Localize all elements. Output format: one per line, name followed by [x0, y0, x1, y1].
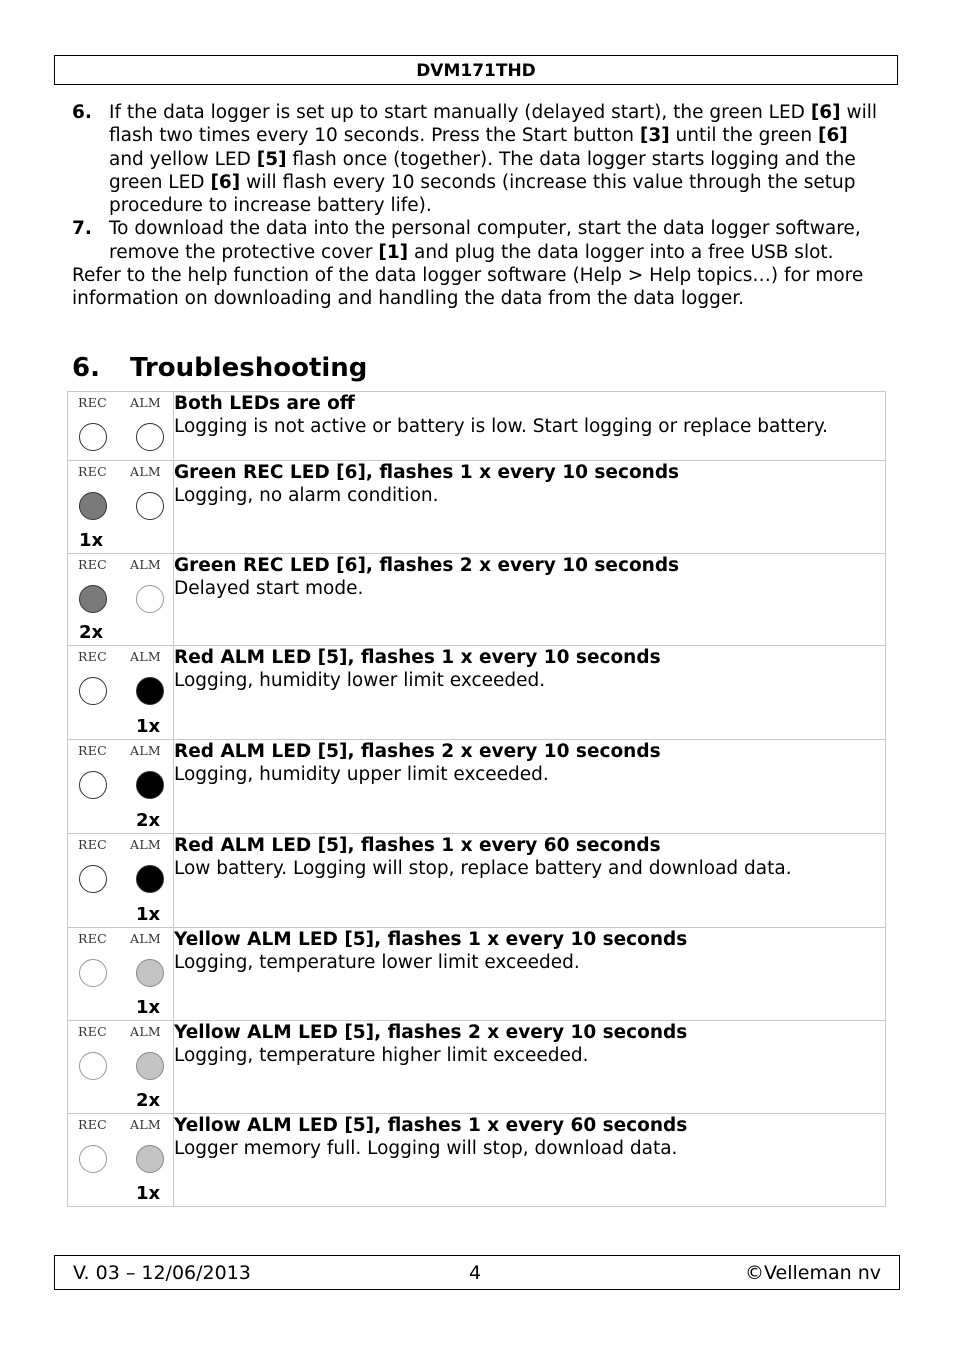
description-cell [174, 834, 886, 928]
table-row [68, 392, 886, 461]
step-6 [72, 101, 887, 217]
description-cell [174, 740, 886, 834]
description-cell [174, 461, 886, 554]
troubleshooting-table [67, 391, 886, 1207]
instruction-steps [72, 101, 887, 311]
condition-text: Logging, humidity lower limit exceeded. [174, 670, 546, 692]
alm-label: ALM [130, 464, 162, 479]
led-indicator-cell [68, 461, 174, 554]
condition-title: Red ALM LED [5], flashes 1 x every 10 seconds [174, 647, 661, 668]
step-number: 6. [72, 102, 92, 123]
alm-flash-count: 1x [136, 716, 161, 737]
led-indicator-cell [68, 392, 174, 461]
rec-label: REC [78, 743, 108, 758]
condition-text: Logging, no alarm condition. [174, 485, 439, 507]
condition-title: Yellow ALM LED [5], flashes 1 x every 60 seconds [174, 1115, 688, 1136]
section-title: Troubleshooting [130, 353, 368, 383]
alm-label: ALM [130, 837, 162, 852]
led-indicator-cell [68, 740, 174, 834]
alm-led-icon [136, 771, 164, 799]
rec-label: REC [78, 1024, 108, 1039]
led-indicator-cell [68, 928, 174, 1021]
condition-text: Logging, humidity upper limit exceeded. [174, 764, 549, 786]
alm-led-icon [136, 677, 164, 705]
rec-led-icon [79, 585, 107, 613]
document-footer [54, 1255, 900, 1290]
model-title: DVM171THD [416, 61, 536, 81]
rec-led-icon [79, 771, 107, 799]
rec-led-icon [79, 865, 107, 893]
table-row [68, 1114, 886, 1207]
condition-text: Logger memory full. Logging will stop, download data. [174, 1138, 678, 1160]
document-header [54, 55, 898, 85]
rec-led-icon [79, 1052, 107, 1080]
alm-flash-count: 2x [136, 810, 161, 831]
alm-flash-count: 2x [136, 1090, 161, 1111]
alm-flash-count: 1x [136, 997, 161, 1018]
alm-flash-count: 1x [136, 904, 161, 925]
table-row [68, 740, 886, 834]
description-cell [174, 928, 886, 1021]
led-indicator-cell [68, 1114, 174, 1207]
led-indicator-cell [68, 1021, 174, 1114]
alm-led-icon [136, 865, 164, 893]
rec-label: REC [78, 464, 108, 479]
description-cell [174, 646, 886, 740]
alm-led-icon [136, 1052, 164, 1080]
condition-title: Green REC LED [6], flashes 1 x every 10 seconds [174, 462, 680, 483]
table-row [68, 461, 886, 554]
condition-title: Yellow ALM LED [5], flashes 1 x every 10 seconds [174, 929, 688, 950]
alm-led-icon [136, 959, 164, 987]
condition-text: Delayed start mode. [174, 578, 364, 600]
description-cell [174, 1114, 886, 1207]
alm-led-icon [136, 1145, 164, 1173]
step-7 [72, 217, 887, 264]
led-indicator-cell [68, 554, 174, 646]
rec-led-icon [79, 492, 107, 520]
condition-title: Yellow ALM LED [5], flashes 2 x every 10 seconds [174, 1022, 688, 1043]
rec-led-icon [79, 423, 107, 451]
section-heading [72, 350, 367, 386]
condition-title: Green REC LED [6], flashes 2 x every 10 seconds [174, 555, 680, 576]
rec-led-icon [79, 677, 107, 705]
version-date: V. 03 – 12/06/2013 [73, 1262, 251, 1284]
alm-label: ALM [130, 1117, 162, 1132]
description-cell [174, 554, 886, 646]
condition-text: Low battery. Logging will stop, replace battery and download data. [174, 858, 792, 880]
alm-led-icon [136, 423, 164, 451]
table-row [68, 1021, 886, 1114]
table-row [68, 834, 886, 928]
page-number: 4 [469, 1262, 482, 1284]
rec-label: REC [78, 557, 108, 572]
condition-title: Red ALM LED [5], flashes 1 x every 60 seconds [174, 835, 661, 856]
help-note: Refer to the help function of the data logger software (Help > Help topics…) for more information on downloading and handling the data from the data logger. [72, 265, 864, 310]
alm-led-icon [136, 492, 164, 520]
condition-title: Both LEDs are off [174, 393, 355, 414]
alm-label: ALM [130, 743, 162, 758]
step-number: 7. [72, 218, 92, 240]
led-indicator-cell [68, 834, 174, 928]
led-indicator-cell [68, 646, 174, 740]
description-cell [174, 392, 886, 461]
condition-text: Logging is not active or battery is low. Start logging or replace battery. [174, 416, 829, 438]
table-row [68, 554, 886, 646]
step-text: To download the data into the personal computer, start the data logger software, remove the protective cover [1] and plug the data logger into a free USB slot. [109, 218, 861, 263]
rec-label: REC [78, 931, 108, 946]
rec-flash-count: 1x [79, 530, 104, 551]
rec-label: REC [78, 649, 108, 664]
rec-led-icon [79, 1145, 107, 1173]
alm-label: ALM [130, 1024, 162, 1039]
condition-text: Logging, temperature higher limit exceeded. [174, 1045, 589, 1067]
rec-label: REC [78, 1117, 108, 1132]
table-row [68, 928, 886, 1021]
condition-title: Red ALM LED [5], flashes 2 x every 10 seconds [174, 741, 661, 762]
rec-label: REC [78, 837, 108, 852]
rec-flash-count: 2x [79, 622, 104, 643]
section-number: 6. [72, 353, 100, 383]
rec-led-icon [79, 959, 107, 987]
alm-led-icon [136, 585, 164, 613]
alm-label: ALM [130, 557, 162, 572]
description-cell [174, 1021, 886, 1114]
alm-label: ALM [130, 649, 162, 664]
alm-label: ALM [130, 395, 162, 410]
table-row [68, 646, 886, 740]
alm-label: ALM [130, 931, 162, 946]
alm-flash-count: 1x [136, 1183, 161, 1204]
rec-label: REC [78, 395, 108, 410]
step-text: If the data logger is set up to start manually (delayed start), the green LED [6] will flash two times every 10 seconds. Press the Start button [3] until the green [6] and yellow LED [5] flash once (together). The data logger starts logging and the green LED [6] will flash every 10 seconds (increase this value through the setup procedure to increase battery life). [109, 102, 878, 217]
copyright: ©Velleman nv [745, 1262, 881, 1284]
condition-text: Logging, temperature lower limit exceeded. [174, 952, 580, 974]
